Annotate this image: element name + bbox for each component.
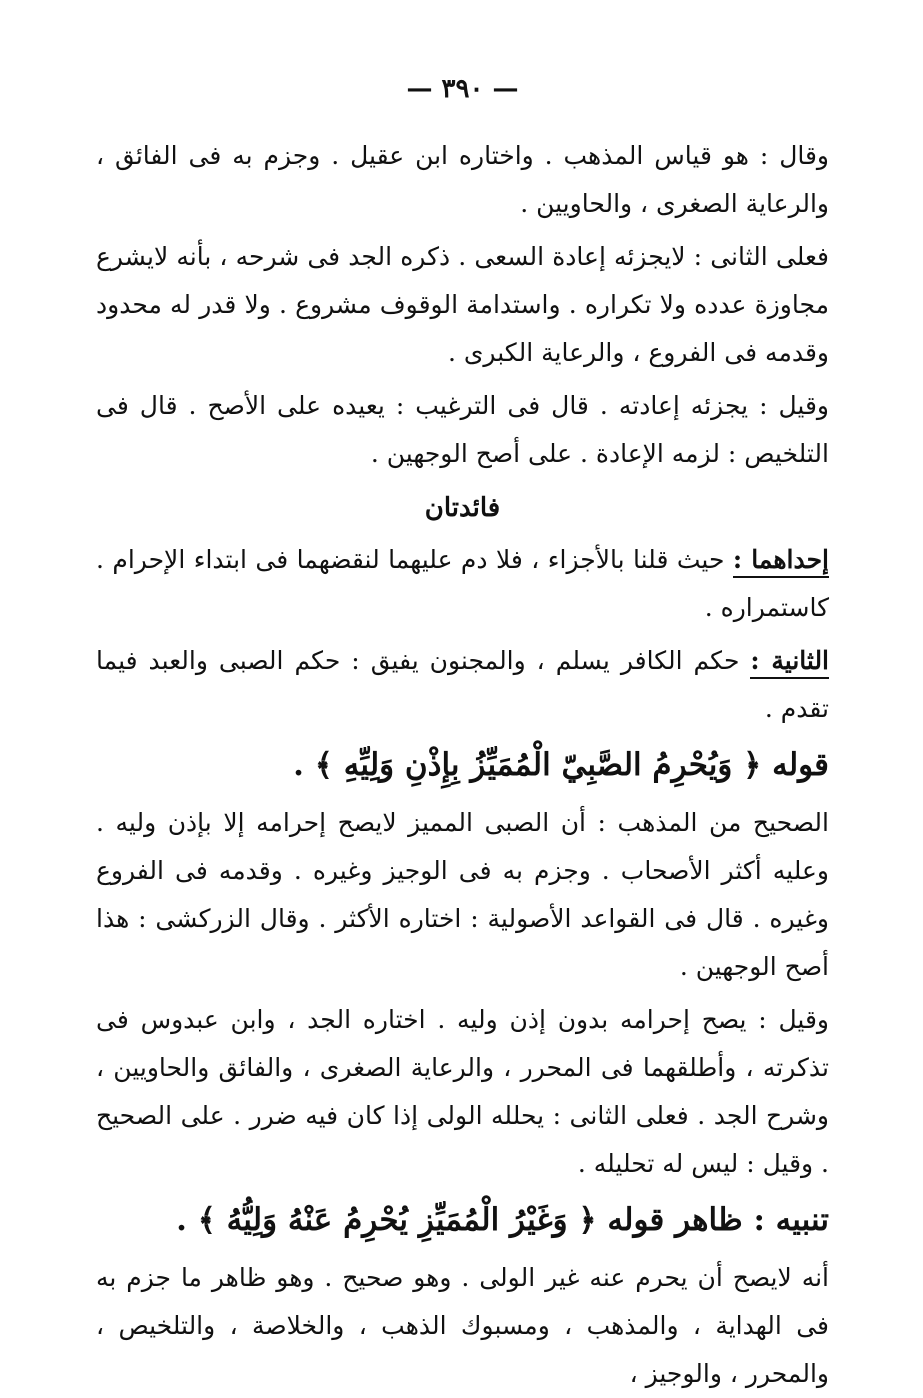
paragraph-6: أنه لايصح أن يحرم عنه غير الولى . وهو صحيح . وهو ظاهر ما جزم به فى الهداية ، والمذهب ، ومسبوك الذهب ، والخلاصة ، والتلخيص ، والمحرر ، والوجيز ،	[96, 1263, 829, 1388]
paragraph-1: وقال : هو قياس المذهب . واختاره ابن عقيل . وجزم به فى الفائق ، والرعاية الصغرى ، والحاويين .	[96, 141, 829, 218]
paragraph-4: الصحيح من المذهب : أن الصبى المميز لايصح إحرامه إلا بإذن وليه . وعليه أكثر الأصحاب . وجزم به فى الوجيز وغيره . وقدمه فى الفروع وغيره . قال فى القواعد الأصولية : اختاره الأكثر . وقال الزركشى : هذا أصح الوجهين .	[96, 808, 829, 981]
quote-1-lead: قوله	[772, 747, 829, 783]
benefit-2	[96, 637, 829, 733]
quote-2-pre: ظاهر قوله	[607, 1202, 743, 1238]
page-number: — ٣٩٠ —	[406, 74, 519, 104]
quote-2-end: .	[176, 1202, 187, 1238]
quote-2-lead: تنبيه :	[753, 1202, 829, 1238]
quote-line-2	[96, 1192, 829, 1248]
benefit-1	[96, 536, 829, 632]
quote-line-1	[96, 737, 829, 793]
quote-1-end: .	[293, 747, 304, 783]
paragraph-2: فعلى الثانى : لايجزئه إعادة السعى . ذكره الجد فى شرحه ، بأنه لايشرع مجاوزة عدده ولا تكراره . واستدامة الوقوف مشروع . ولا قدر له محدود وقدمه فى الفروع ، والرعاية الكبرى .	[96, 242, 829, 367]
benefit-2-lead: الثانية :	[750, 646, 829, 679]
benefit-2-text: حكم الكافر يسلم ، والمجنون يفيق : حكم الصبى والعبد فيما تقدم .	[96, 646, 829, 723]
benefit-1-lead: إحداهما :	[733, 545, 829, 578]
paragraph-3: وقيل : يجزئه إعادته . قال فى الترغيب : يعيده على الأصح . قال فى التلخيص : لزمه الإعادة . على أصح الوجهين .	[96, 391, 829, 468]
quote-1-verse: ﴿ وَيُحْرِمُ الصَّبِيّ الْمُمَيِّزُ بِإِذْنِ وَلِيِّهِ ﴾	[314, 747, 762, 783]
benefit-1-text: حيث قلنا بالأجزاء ، فلا دم عليهما لنقضهما فى ابتداء الإحرام . كاستمراره .	[96, 545, 829, 622]
quote-2-verse: ﴿ وَغَيْرُ الْمُمَيِّزِ يُحْرِمُ عَنْهُ وَلِيُّهُ ﴾	[197, 1202, 597, 1238]
paragraph-5: وقيل : يصح إحرامه بدون إذن وليه . اختاره الجد ، وابن عبدوس فى تذكرته ، وأطلقهما فى المحرر ، والرعاية الصغرى ، والفائق والحاويين ، وشرح الجد . فعلى الثانى : يحلله الولى إذا كان فيه ضرر . على الصحيح . وقيل : ليس له تحليله .	[96, 1005, 829, 1178]
section-heading: فائدتان	[424, 493, 501, 523]
